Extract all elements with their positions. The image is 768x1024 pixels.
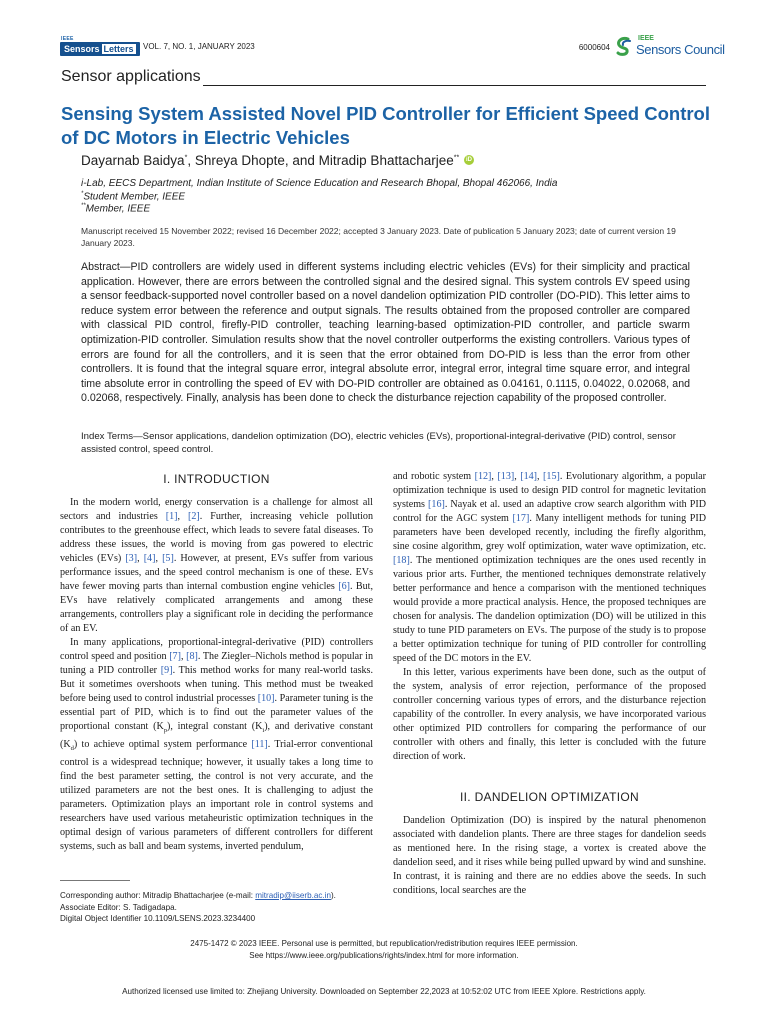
journal-logo-wordmark [60,42,140,56]
manuscript-dates: Manuscript received 15 November 2022; revised 16 December 2022; accepted 3 January 2023. Date of publication 5 January 2023; date of current version 19 January 2023. [81,226,676,248]
copyright-line: 2475-1472 © 2023 IEEE. Personal use is permitted, but republication/redistribution requires IEEE permission. [190,939,578,948]
doi: Digital Object Identifier 10.1109/LSENS.2023.3234400 [60,914,256,924]
citation-link[interactable]: [3] [125,553,138,564]
author-separator: , and [284,153,319,168]
journal-logo-ieee: IEEE [61,36,74,42]
citation-link[interactable]: [13] [497,471,515,482]
orcid-icon[interactable]: iD [465,157,472,163]
left-column [60,470,373,854]
section-header: Sensor applications [61,68,201,85]
article-number: 6000604 [578,43,610,52]
author-name: Mitradip Bhattacharjee [318,153,454,168]
journal-logo [60,36,138,56]
citation-link[interactable]: [2] [187,511,200,522]
membership-text: Student Member, IEEE [83,191,186,203]
citation-link[interactable]: [12] [474,471,492,482]
dandelion-paragraph: Dandelion Optimization (DO) is inspired by the natural phenomenon associated with dandelion plants. There are three stages for dandelion seeds as mentioned here. In the rising stage, a vortex is created above the dandelion seed, and it rises while being pulled upward by wind and sunshine. In contrast, it is raining and there are no eddies above the seeds. In such conditions, local searches are the [393,815,706,896]
council-ieee-label: IEEE [638,35,654,42]
citation-link[interactable]: [5] [162,553,174,564]
copyright-notice [0,938,768,963]
footnote [60,890,380,925]
issue-info: VOL. 7, NO. 1, JANUARY 2023 [143,42,255,51]
copyright-line: See https://www.ieee.org/publications/rights/index.html for more information. [249,951,519,961]
sensors-council-logo [614,34,725,58]
citation-link[interactable]: [15] [543,471,560,482]
citation-link[interactable]: [16] [428,499,445,510]
citation-link[interactable]: [11] [251,739,268,751]
citation-link[interactable]: [1] [165,511,178,522]
author-mark: * [184,154,188,162]
intro-paragraph-1: In the modern world, energy conservation is a challenge for almost all sectors and industries [1], [2]. Further, increasing vehicle pollution contributes to the greenhouse effect, which leads to severe fatal diseases. To address these issues, the world is moving from gas powered to electric vehicles (EVs) [3], [4], [5]. However, at present, EVs suffer from various performance issues, and the speed control mechanism is one of these. EVs have fewer moving parts than internal combustion engine vehicles [6]. But, EVs have relatively complicated arrangements and among these arrangements, controllers play a significant role in deciding the performance of an EV. [60,497,374,634]
citation-link[interactable]: [4] [143,553,156,564]
council-swirl-icon [614,36,634,56]
author-separator: , [187,153,195,168]
author-email-link[interactable]: mitradip@iiserb.ac.in [255,891,331,900]
membership-mark: * [81,191,84,197]
author-name: Shreya Dhopte [194,153,285,168]
citation-link[interactable]: [10] [257,693,275,704]
abstract: Abstract—PID controllers are widely used in different systems including electric vehicles (EVs) for their simplicity and practical application. However, there are errors between the controlled signal and the desired signal. This system controls EV speed using a sensor feedback-supported novel controller based on a novel dandelion optimization PID controller (DO-PID). This letter aims to reduce system error between the reference and output signals. The results obtained from the proposed controller are compared with classical PID control, firefly-PID controller, teaching learning-based optimization-PID controller, and particle swarm optimization-PID controller. Simulation results show that the novel controller outperforms the existing controllers. Various types of errors are found for all the controllers, and it is seen that the error obtained from DO-PID is less than the error from other controllers. It is found that the integral square error, integral absolute error, integral error, integral time square error, and integral time absolute error in controlling the speed of EV with DO-PID controller are obtained as 0.04161, 0.1115, 0.04022, 0.02068, and 0.02068, respectively. Finally, analysis has been done to check the disturbance rejection capability of the proposed controller. [81,261,690,405]
section-rule [203,85,706,86]
authorized-use-notice: Authorized licensed use limited to: Zhejiang University. Downloaded on September 22,2023 at 10:52:02 UTC from IEEE Xplore. Restrictions apply. [122,987,646,996]
section-heading-introduction: I. INTRODUCTION [163,472,270,486]
author-list [81,153,474,168]
author-mark: ** [453,154,460,162]
membership-note [81,203,150,214]
council-name: Sensors Council [636,42,725,57]
paper-title: Sensing System Assisted Novel PID Controller for Efficient Speed Control of DC Motors in Electric Vehicles [61,103,710,149]
corresponding-author: Corresponding author: Mitradip Bhattacharjee (e-mail: mitradip@iiserb.ac.in). [60,891,336,900]
affiliation: i-Lab, EECS Department, Indian Institute of Science Education and Research Bhopal, Bhopal 462066, India [81,178,558,189]
citation-link[interactable]: [14] [520,471,538,482]
citation-link[interactable]: [6] [338,581,350,592]
right-column [393,470,706,898]
associate-editor: Associate Editor: S. Tadigadapa. [60,902,177,912]
citation-link[interactable]: [8] [186,651,198,662]
citation-link[interactable]: [7] [169,651,181,662]
citation-link[interactable]: [18] [393,555,410,566]
citation-link[interactable]: [9] [160,665,173,676]
membership-mark: ** [81,203,86,209]
right-paragraph-2: In this letter, various experiments have been done, such as the output of the system, analysis of error rejection, performance of the proposed controller concerning various types of errors, and the disturbance rejection capability of the controller. In every analysis, we have incorporated various other optimized PID controllers for comparing the performance of our controller with others and finally, this letter is concluded with the future direction of work. [393,667,706,762]
footnote-rule [60,880,130,881]
journal-logo-word2: Letters [103,44,134,54]
index-terms: Index Terms—Sensor applications, dandelion optimization (DO), electric vehicles (EVs), proportional-integral-derivative (PID) control, sensor assisted control, speed control. [81,431,676,456]
journal-logo-word1: Sensors [64,44,100,54]
intro-paragraph-2: In many applications, proportional-integral-derivative (PID) controllers control speed and position [7], [8]. The Ziegler–Nichols method is popular in tuning a PID controller [9]. This method works for many real-world tasks. But it sometimes overshoots when tuning. This method must be tweaked before being used to control industrial processes [10]. Parameter tuning is the essential part of PID, which is to find out the parameter values of the proportional constant $(K_p)$, integral constant $(K_i)$, and derivative constant $(K_d)$ to achieve optimal system performance [11]. Trial-error conventional control is a widespread technique; however, it usually takes a long time to find the best parameter setting, the control is not very accurate, and the utilized parameters are not the best ones. It is challenging to adjust the parameters. Optimization plays an important role in control systems and researchers have used various metaheuristic optimization techniques in the optimal design of various parameters of different controllers for different systems, such as ball and beam systems, inverted pendulum, [60,637,373,853]
right-paragraph-1: and robotic system [12], [13], [14], [15]. Evolutionary algorithm, a popular optimization technique is used to design PID control for magnetic levitation systems [16]. Nayak et al. used an adaptive crow search algorithm with PID control for the AGC system [17]. Many intelligent methods for tuning PID parameters have been developed recently, including the firefly algorithm, sine cosine algorithm, grey wolf optimization, water wave optimization, etc. [18]. The mentioned optimization techniques are the ones used recently in various prior arts. Further, the mentioned techniques demonstrate relatively better performance and hence a comparison with the mentioned techniques would provide a more practical analysis. Hence, the proposed techniques are chosen for analysis. The dandelion optimization (DO) will be utilized in this study to tune PID parameters on EVs. The purpose of the study is to propose a better optimization technique for tuning of PID controller for controlling speed of the DC motors in the EV. [393,471,707,664]
citation-link[interactable]: [17] [512,513,530,524]
membership-note [81,191,185,202]
author-name: Dayarnab Baidya [81,153,185,168]
masthead [60,35,725,60]
membership-text: Member, IEEE [85,203,151,215]
section-heading-dandelion: II. DANDELION OPTIMIZATION [460,790,639,804]
